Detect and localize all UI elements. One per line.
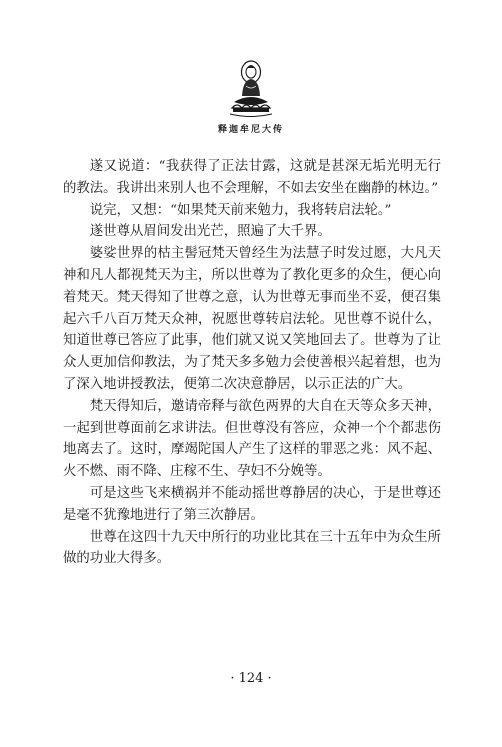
page-number: · 124 · — [230, 671, 272, 686]
paragraph: 梵天得知后，邀请帝释与欲色两界的大自在天等众多天神，一起到世尊面前乞求讲法。但世尊没有答应，众神一个个都悲伤地离去了。这时，摩竭陀国人产生了这样的罪恶之兆：风不起、火不燃、雨不降、庄稼不生、孕妇不分娩等。 — [63, 398, 441, 480]
paragraph: 婆娑世界的枯主髻冠梵天曾经生为法慧子时发过愿，大凡天神和凡人都视梵天为主，所以世尊为了教化更多的众生，便心向着梵天。梵天得知了世尊之意，认为世尊无事而坐不妥，便召集起六千八百万梵天众神，祝愿世尊转启法轮。见世尊不说什么，知道世尊已答应了此事，他们就又说又笑地回去了。世尊为了让众人更加信仰教法，为了梵天多多勉力会使善根兴起着想，也为了深入地讲授教法，便第二次决意静居，以示正法的广大。 — [63, 246, 441, 392]
paragraph: 遂又说道：“我获得了正法甘露，这就是甚深无垢光明无行的教法。我讲出来别人也不会理解，不如去安坐在幽静的林边。” — [63, 159, 441, 196]
paragraph: 可是这些飞来横祸并不能动摇世尊静居的决心，于是世尊还是毫不犹豫地进行了第三次静居。 — [63, 485, 441, 523]
page-header — [0, 56, 502, 135]
running-title: 释迦牟尼大传 — [217, 125, 284, 135]
paragraph: 世尊在这四十九天中所行的功业比其在三十五年中为众生所做的功业大得多。 — [63, 529, 441, 567]
paragraph: 说完，又想：“如果梵天前来勉力，我将转启法轮。” — [89, 202, 392, 218]
seated-buddha-icon — [224, 56, 278, 120]
body-text — [63, 156, 441, 570]
paragraph: 遂世尊从眉间发出光芒，照遍了大千界。 — [89, 224, 331, 240]
